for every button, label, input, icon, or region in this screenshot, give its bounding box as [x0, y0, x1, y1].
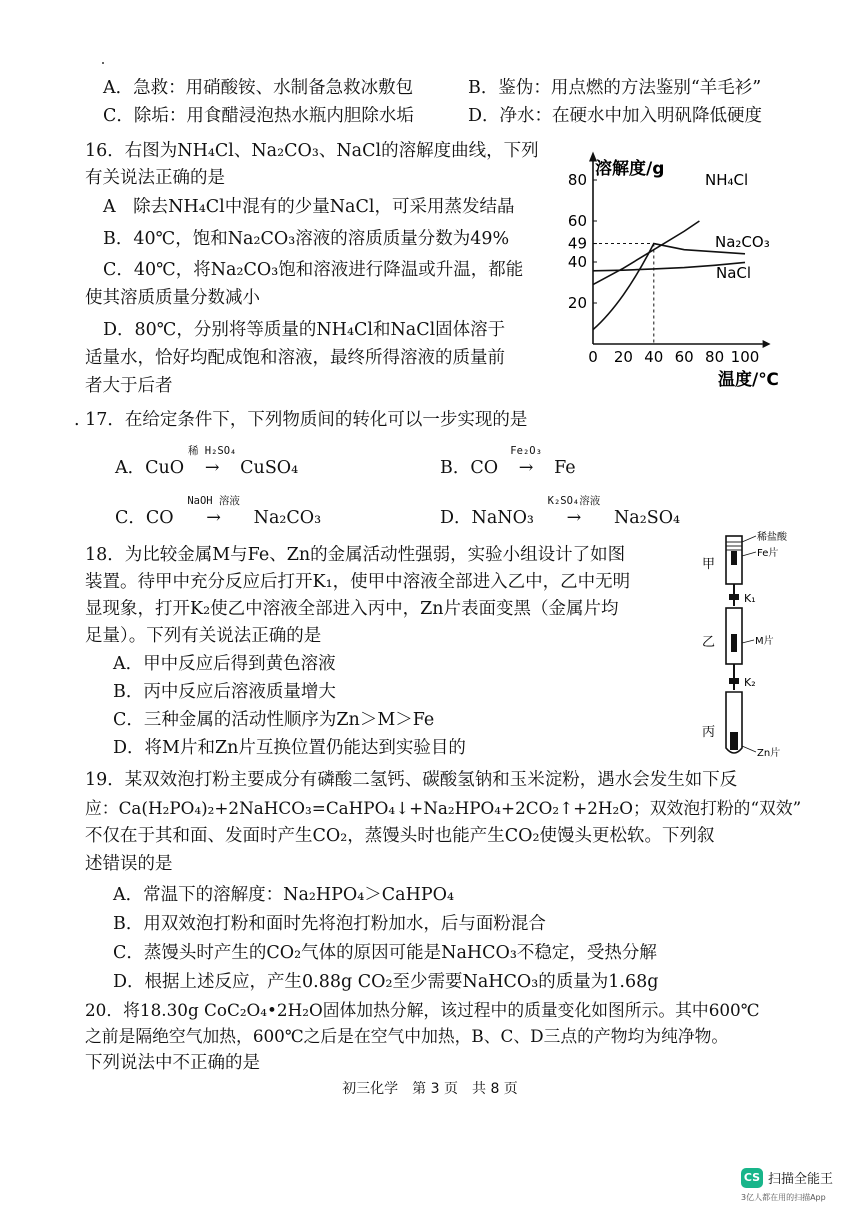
x-tick-label: 40	[644, 348, 664, 366]
label-tube-jia: 甲	[702, 557, 716, 572]
x-tick-label: 100	[730, 348, 760, 366]
label-dilute-hcl: 稀盐酸	[757, 532, 787, 543]
camscanner-tagline: 3亿人都在用的扫描App	[741, 1193, 826, 1202]
q17-c-reactant: C．CO	[115, 508, 174, 528]
q18-stem-line1: 18．为比较金属M与Fe、Zn的金属活动性强弱，实验小组设计了如图	[85, 545, 626, 565]
label-tube-yi: 乙	[702, 635, 716, 650]
q18-option-c: C．三种金属的活动性顺序为Zn＞M＞Fe	[113, 710, 435, 730]
camscanner-logo: CS	[741, 1168, 763, 1188]
arrow-icon: →	[566, 508, 582, 528]
q17-d-reactant: D．NaNO₃	[440, 508, 534, 528]
q19-stem-line4: 述错误的是	[85, 854, 173, 874]
q17-a-arrow	[184, 445, 240, 480]
q17-c-arrow	[174, 495, 254, 530]
q15-option-c: C．除垢：用食醋浸泡热水瓶内胆除水垢	[103, 106, 414, 126]
y-tick-label: 80	[567, 171, 587, 189]
q17-d-condition: K₂SO₄溶液	[547, 495, 601, 507]
q20-stem-line3: 下列说法中不正确的是	[85, 1053, 260, 1073]
q18-option-d: D．将M片和Zn片互换位置仍能达到实验目的	[113, 738, 466, 758]
y-tick-label: 60	[567, 212, 587, 230]
q18-stem-line2: 装置。待甲中充分反应后打开K₁，使甲中溶液全部进入乙中，乙中无明	[85, 572, 631, 592]
q19-stem-line1: 19．某双效泡打粉主要成分有磷酸二氢钙、碳酸氢钠和玉米淀粉，遇水会发生如下反	[85, 770, 738, 790]
chart-label-nacl: NaCl	[716, 264, 752, 282]
q19-option-b: B．用双效泡打粉和面时先将泡打粉加水，后与面粉混合	[113, 914, 546, 934]
label-m-plate: M片	[755, 636, 774, 647]
q19-stem-line3: 不仅在于其和面、发面时产生CO₂，蒸馒头时也能产生CO₂使馒头更松软。下列叙	[85, 826, 715, 846]
q16-option-d-line1: D．80℃，分别将等质量的NH₄Cl和NaCl固体溶于	[103, 320, 506, 340]
scan-speck	[102, 62, 104, 64]
q19-stem-line2: 应：Ca(H₂PO₄)₂+2NaHCO₃=CaHPO₄↓+Na₂HPO₄+2CO₂↑+2H₂O；双效泡打粉的“双效”	[85, 798, 802, 818]
x-tick-label: 20	[613, 348, 633, 366]
x-axis-arrow-icon	[763, 340, 771, 348]
q16-option-d-line2: 适量水，恰好均配成饱和溶液，最终所得溶液的质量前	[85, 348, 505, 368]
q16-stem-line2: 有关说法正确的是	[85, 168, 225, 188]
q15-option-d: D．净水：在硬水中加入明矾降低硬度	[468, 106, 763, 126]
q17-stem: . 17．在给定条件下，下列物质间的转化可以一步实现的是	[74, 410, 528, 430]
q16-option-a: A 除去NH₄Cl中混有的少量NaCl，可采用蒸发结晶	[103, 197, 515, 217]
y-tick-label: 40	[567, 253, 587, 271]
series-na2co3-curve	[593, 244, 745, 330]
y-tick-label: 20	[567, 294, 587, 312]
q17-b-reactant: B．CO	[440, 458, 499, 478]
label-tube-bing: 丙	[702, 725, 716, 740]
q18-option-a: A．甲中反应后得到黄色溶液	[113, 654, 336, 674]
q18-stem-line4: 足量）。下列有关说法正确的是	[85, 626, 322, 646]
q16-option-d-line3: 者大于后者	[85, 376, 173, 396]
q16-option-c-line2: 使其溶质质量分数减小	[85, 288, 260, 308]
q18-stem-line3: 显现象，打开K₂使乙中溶液全部进入丙中，Zn片表面变黑（金属片均	[85, 599, 619, 619]
q17-option-a	[115, 445, 299, 480]
q15-option-a: A．急救：用硝酸铵、水制备急救冰敷包	[103, 78, 414, 98]
series-nh4cl-curve	[593, 221, 699, 285]
q17-c-product: Na₂CO₃	[253, 508, 322, 528]
arrow-icon: →	[518, 458, 534, 478]
q17-a-condition: 稀 H₂SO₄	[187, 445, 237, 457]
q18-option-b: B．丙中反应后溶液质量增大	[113, 682, 336, 702]
q20-stem-line1: 20．将18.30g CoC₂O₄•2H₂O固体加热分解，该过程中的质量变化如图所示。其中600℃	[85, 1000, 760, 1020]
q17-b-product: Fe	[554, 458, 576, 478]
label-k2: K₂	[744, 676, 756, 689]
q17-b-arrow	[498, 445, 554, 480]
camscanner-name: 扫描全能王	[768, 1172, 834, 1187]
q16-option-b: B．40℃，饱和Na₂CO₃溶液的溶质质量分数为49%	[103, 229, 510, 249]
q17-a-product: CuSO₄	[240, 458, 299, 478]
y-tick-label: 49	[567, 234, 587, 253]
chart-x-axis-label: 温度/℃	[718, 370, 779, 390]
q15-option-b: B．鉴伪：用点燃的方法鉴别“羊毛衫”	[468, 78, 762, 98]
arrow-icon: →	[204, 458, 220, 478]
q17-option-b	[440, 445, 576, 480]
q16-option-c-line1: C．40℃，将Na₂CO₃饱和溶液进行降温或升温，都能	[103, 260, 524, 280]
chart-label-na2co3: Na₂CO₃	[715, 233, 770, 251]
q19-option-c: C．蒸馒头时产生的CO₂气体的原因可能是NaHCO₃不稳定，受热分解	[113, 943, 657, 963]
q17-c-condition: NaOH 溶液	[187, 495, 240, 507]
x-tick-label: 60	[674, 348, 694, 366]
page-footer: 初三化学 第 3 页 共 8 页	[342, 1081, 518, 1097]
q16-stem-line1: 16．右图为NH₄Cl、Na₂CO₃、NaCl的溶解度曲线，下列	[85, 141, 539, 161]
q17-option-c	[115, 495, 322, 530]
x-tick-label: 0	[588, 348, 598, 366]
chart-y-axis-label: 溶解度/g	[595, 159, 665, 179]
label-k1: K₁	[744, 592, 756, 605]
q17-d-product: Na₂SO₄	[613, 508, 681, 528]
apparatus-diagram	[698, 528, 808, 763]
q19-option-d: D．根据上述反应，产生0.88g CO₂至少需要NaHCO₃的质量为1.68g	[113, 972, 659, 992]
solubility-chart	[555, 148, 785, 398]
label-zn-plate: Zn片	[757, 748, 781, 759]
q17-a-reactant: A．CuO	[115, 458, 185, 478]
q17-option-d	[440, 495, 681, 530]
arrow-icon: →	[206, 508, 221, 528]
q17-b-condition: Fe₂O₃	[510, 445, 542, 457]
x-tick-label: 80	[705, 348, 725, 366]
q19-option-a: A．常温下的溶解度：Na₂HPO₄＞CaHPO₄	[113, 885, 455, 905]
q20-stem-line2: 之前是隔绝空气加热，600℃之后是在空气中加热，B、C、D三点的产物均为纯净物。	[85, 1026, 729, 1046]
q17-d-arrow	[534, 495, 614, 530]
chart-label-nh4cl: NH₄Cl	[705, 171, 749, 189]
label-fe-plate: Fe片	[757, 548, 779, 559]
